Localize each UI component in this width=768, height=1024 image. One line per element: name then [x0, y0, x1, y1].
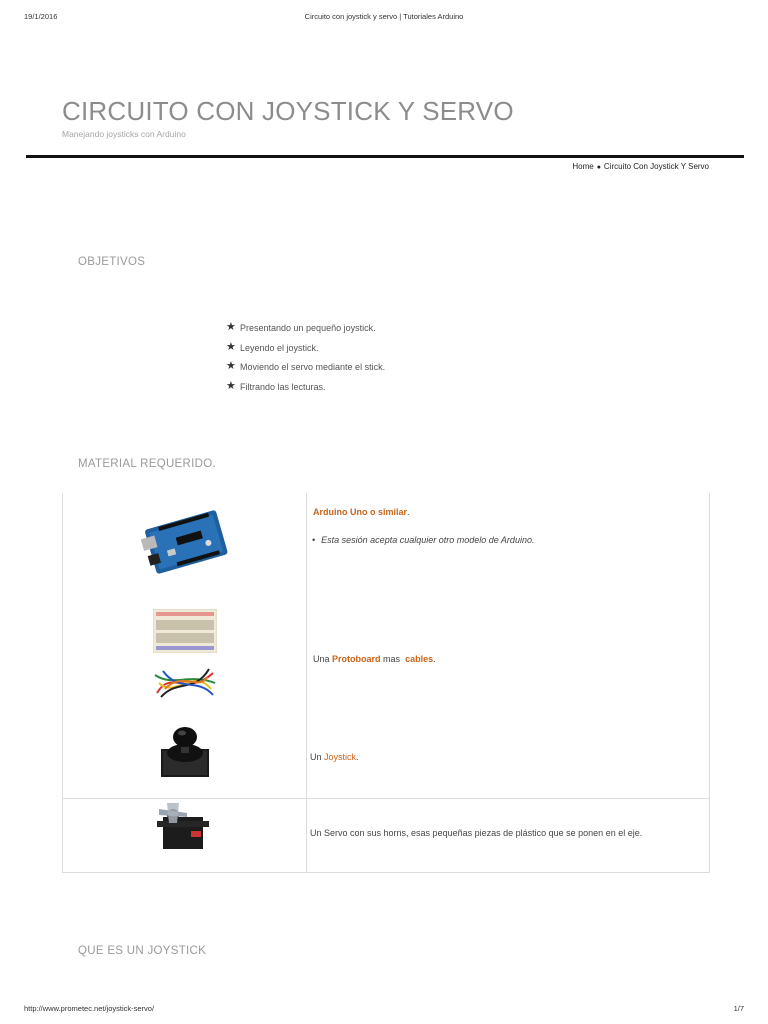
list-item [226, 342, 385, 362]
table-row-divider [63, 798, 709, 799]
servo-description: Un Servo con sus horns, esas pequeñas piezas de plástico que se ponen en el eje. [310, 828, 643, 838]
list-item [226, 322, 385, 342]
arduino-note-text: Esta sesión acepta cualquier otro modelo de Arduino. [321, 535, 535, 545]
joystick-description [310, 752, 359, 762]
joystick-link[interactable]: Joystick [324, 752, 357, 762]
protoboard-link[interactable]: Protoboard [332, 654, 381, 664]
objective-text: Leyendo el joystick. [240, 342, 319, 353]
print-footer [24, 1004, 744, 1013]
breadcrumb-current: Circuito Con Joystick Y Servo [603, 162, 709, 171]
objective-text: Moviendo el servo mediante el stick. [240, 362, 386, 372]
star-icon: ★ [226, 379, 236, 392]
page-tagline: Manejando joysticks con Arduino [62, 129, 186, 139]
cables-link[interactable]: cables [405, 654, 434, 664]
joystick-section-heading: QUE ES UN JOYSTICK [78, 945, 207, 957]
cables-period: . [433, 654, 436, 664]
breadcrumb-separator: ● [596, 164, 601, 171]
arduino-uno-link[interactable]: Arduino Uno o similar [313, 507, 408, 517]
star-icon: ★ [226, 340, 236, 353]
protoboard-description [313, 654, 436, 664]
list-item [226, 361, 385, 381]
print-doc-title: Circuito con joystick y servo | Tutoriales Arduino [304, 12, 464, 21]
protoboard-mid: mas [383, 654, 401, 664]
arduino-period: . [407, 507, 410, 517]
header-divider [26, 155, 744, 158]
print-url: http://www.prometec.net/joystick-servo/ [24, 1004, 155, 1013]
print-date: 19/1/2016 [24, 12, 58, 21]
joystick-prefix: Un [310, 752, 322, 762]
table-column-divider [306, 493, 307, 872]
material-table [62, 493, 710, 873]
objective-text: Filtrando las lecturas. [240, 381, 326, 392]
breadcrumb-home-link[interactable]: Home [572, 162, 594, 171]
protoboard-prefix: Una [313, 654, 330, 664]
joystick-period: . [356, 752, 359, 762]
star-icon: ★ [226, 360, 236, 372]
cables-image [153, 663, 217, 701]
arduino-uno-image [141, 505, 231, 577]
objectives-list [226, 322, 385, 400]
print-header [24, 12, 744, 24]
arduino-note [312, 535, 534, 545]
joystick-image [157, 725, 213, 779]
objectives-heading: OBJETIVOS [78, 256, 146, 268]
page-title: CIRCUITO CON JOYSTICK Y SERVO [62, 96, 514, 126]
servo-image [153, 803, 215, 853]
protoboard-image [153, 609, 217, 653]
breadcrumb [572, 162, 709, 171]
objective-text: Presentando un pequeño joystick. [240, 323, 376, 333]
bullet-icon: • [312, 535, 316, 545]
star-icon: ★ [226, 321, 236, 333]
page-number: 1/7 [733, 1004, 744, 1013]
material-heading: MATERIAL REQUERIDO. [78, 458, 216, 470]
arduino-description [313, 507, 410, 517]
list-item [226, 381, 385, 401]
